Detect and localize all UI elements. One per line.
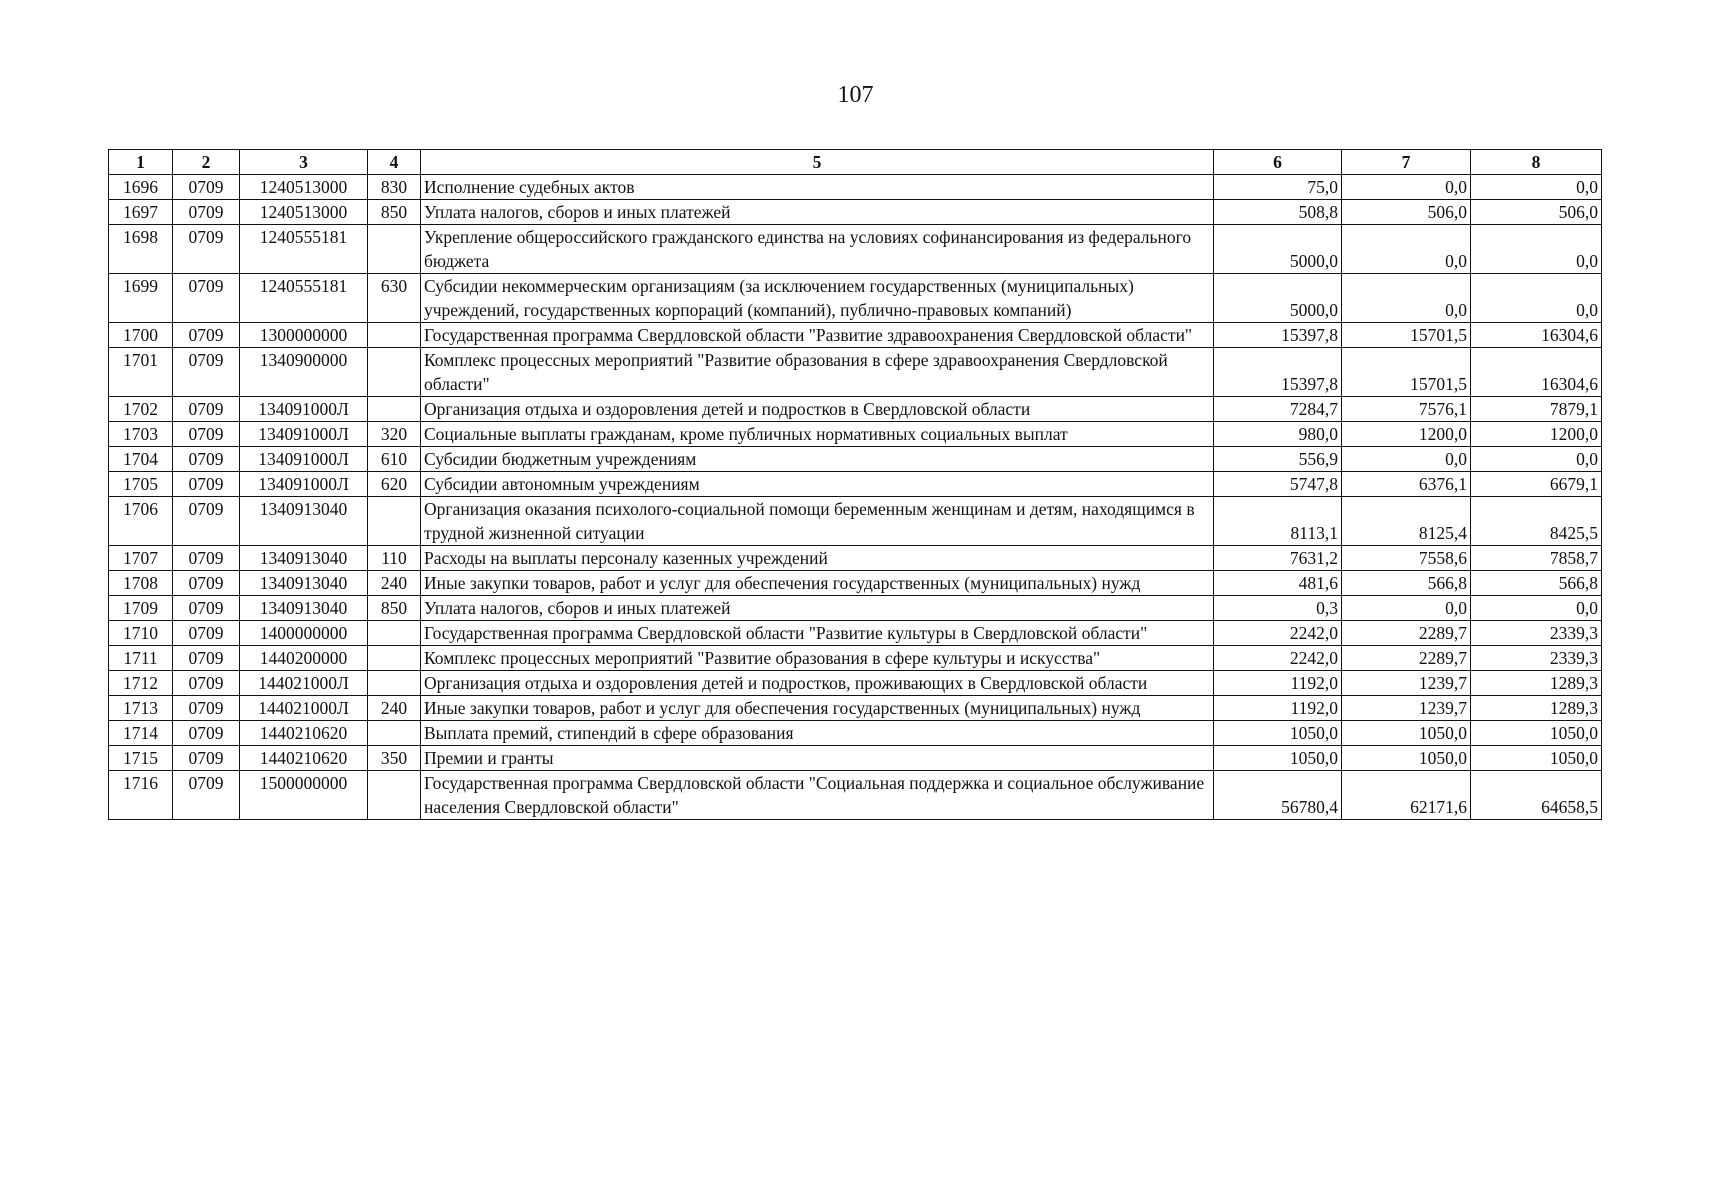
target-article-code: 1400000000 [240, 621, 368, 646]
item-name: Укрепление общероссийского гражданского единства на условиях софинансирования из федерального бюджета [421, 225, 1214, 274]
amount-col-8: 506,0 [1471, 200, 1602, 225]
amount-col-8: 0,0 [1471, 225, 1602, 274]
section-code: 0709 [173, 397, 240, 422]
amount-col-6: 1050,0 [1214, 746, 1342, 771]
target-article-code: 134091000Л [240, 397, 368, 422]
row-number: 1714 [109, 721, 173, 746]
item-name: Премии и гранты [421, 746, 1214, 771]
amount-col-6: 2242,0 [1214, 646, 1342, 671]
expense-type-code [368, 621, 421, 646]
row-number: 1708 [109, 571, 173, 596]
amount-col-6: 5000,0 [1214, 274, 1342, 323]
target-article-code: 1440200000 [240, 646, 368, 671]
table-row [109, 571, 1602, 596]
section-code: 0709 [173, 447, 240, 472]
row-number: 1716 [109, 771, 173, 820]
header-col-7: 7 [1342, 150, 1471, 175]
table-row [109, 397, 1602, 422]
amount-col-6: 56780,4 [1214, 771, 1342, 820]
table-row [109, 225, 1602, 274]
amount-col-7: 1239,7 [1342, 696, 1471, 721]
amount-col-7: 8125,4 [1342, 497, 1471, 546]
target-article-code: 1440210620 [240, 721, 368, 746]
target-article-code: 144021000Л [240, 671, 368, 696]
item-name: Социальные выплаты гражданам, кроме публичных нормативных социальных выплат [421, 422, 1214, 447]
section-code: 0709 [173, 646, 240, 671]
expense-type-code: 830 [368, 175, 421, 200]
amount-col-7: 2289,7 [1342, 646, 1471, 671]
row-number: 1712 [109, 671, 173, 696]
expense-type-code [368, 397, 421, 422]
table-header-row [109, 150, 1602, 175]
expense-type-code [368, 497, 421, 546]
budget-table [108, 149, 1602, 820]
table-row [109, 671, 1602, 696]
section-code: 0709 [173, 546, 240, 571]
expense-type-code: 850 [368, 596, 421, 621]
row-number: 1710 [109, 621, 173, 646]
table-row [109, 771, 1602, 820]
row-number: 1704 [109, 447, 173, 472]
row-number: 1703 [109, 422, 173, 447]
amount-col-7: 506,0 [1342, 200, 1471, 225]
amount-col-8: 0,0 [1471, 596, 1602, 621]
amount-col-6: 75,0 [1214, 175, 1342, 200]
section-code: 0709 [173, 348, 240, 397]
amount-col-8: 16304,6 [1471, 348, 1602, 397]
item-name: Расходы на выплаты персоналу казенных учреждений [421, 546, 1214, 571]
target-article-code: 1240513000 [240, 200, 368, 225]
amount-col-6: 508,8 [1214, 200, 1342, 225]
row-number: 1711 [109, 646, 173, 671]
table-row [109, 746, 1602, 771]
table-row [109, 472, 1602, 497]
amount-col-8: 2339,3 [1471, 646, 1602, 671]
amount-col-8: 0,0 [1471, 175, 1602, 200]
target-article-code: 1300000000 [240, 323, 368, 348]
row-number: 1707 [109, 546, 173, 571]
expense-type-code [368, 646, 421, 671]
table-row [109, 274, 1602, 323]
row-number: 1699 [109, 274, 173, 323]
amount-col-6: 15397,8 [1214, 348, 1342, 397]
section-code: 0709 [173, 696, 240, 721]
amount-col-8: 0,0 [1471, 274, 1602, 323]
item-name: Иные закупки товаров, работ и услуг для обеспечения государственных (муниципальных) нужд [421, 696, 1214, 721]
amount-col-8: 1200,0 [1471, 422, 1602, 447]
amount-col-6: 1192,0 [1214, 696, 1342, 721]
section-code: 0709 [173, 225, 240, 274]
expense-type-code [368, 348, 421, 397]
expense-type-code: 320 [368, 422, 421, 447]
amount-col-7: 15701,5 [1342, 323, 1471, 348]
table-row [109, 721, 1602, 746]
amount-col-8: 1289,3 [1471, 696, 1602, 721]
section-code: 0709 [173, 200, 240, 225]
target-article-code: 1340913040 [240, 571, 368, 596]
amount-col-7: 2289,7 [1342, 621, 1471, 646]
item-name: Государственная программа Свердловской области "Развитие здравоохранения Свердловской области" [421, 323, 1214, 348]
section-code: 0709 [173, 746, 240, 771]
amount-col-7: 1050,0 [1342, 721, 1471, 746]
section-code: 0709 [173, 472, 240, 497]
amount-col-6: 5747,8 [1214, 472, 1342, 497]
target-article-code: 1240555181 [240, 225, 368, 274]
amount-col-6: 15397,8 [1214, 323, 1342, 348]
amount-col-6: 7631,2 [1214, 546, 1342, 571]
row-number: 1700 [109, 323, 173, 348]
expense-type-code [368, 721, 421, 746]
row-number: 1715 [109, 746, 173, 771]
item-name: Уплата налогов, сборов и иных платежей [421, 200, 1214, 225]
amount-col-8: 2339,3 [1471, 621, 1602, 646]
table-row [109, 323, 1602, 348]
row-number: 1697 [109, 200, 173, 225]
header-col-8: 8 [1471, 150, 1602, 175]
amount-col-8: 1289,3 [1471, 671, 1602, 696]
item-name: Комплекс процессных мероприятий "Развитие образования в сфере здравоохранения Свердловской области" [421, 348, 1214, 397]
target-article-code: 1240513000 [240, 175, 368, 200]
section-code: 0709 [173, 422, 240, 447]
item-name: Субсидии автономным учреждениям [421, 472, 1214, 497]
row-number: 1701 [109, 348, 173, 397]
target-article-code: 1240555181 [240, 274, 368, 323]
amount-col-6: 980,0 [1214, 422, 1342, 447]
header-col-2: 2 [173, 150, 240, 175]
target-article-code: 134091000Л [240, 447, 368, 472]
section-code: 0709 [173, 671, 240, 696]
amount-col-6: 1192,0 [1214, 671, 1342, 696]
table-row [109, 696, 1602, 721]
amount-col-8: 1050,0 [1471, 721, 1602, 746]
target-article-code: 144021000Л [240, 696, 368, 721]
item-name: Субсидии бюджетным учреждениям [421, 447, 1214, 472]
table-row [109, 621, 1602, 646]
amount-col-7: 7558,6 [1342, 546, 1471, 571]
expense-type-code [368, 771, 421, 820]
table-row [109, 348, 1602, 397]
table-body [109, 175, 1602, 820]
amount-col-8: 6679,1 [1471, 472, 1602, 497]
amount-col-6: 2242,0 [1214, 621, 1342, 646]
header-col-5: 5 [421, 150, 1214, 175]
row-number: 1706 [109, 497, 173, 546]
table-row [109, 200, 1602, 225]
section-code: 0709 [173, 323, 240, 348]
table-row [109, 447, 1602, 472]
header-col-3: 3 [240, 150, 368, 175]
target-article-code: 134091000Л [240, 472, 368, 497]
section-code: 0709 [173, 497, 240, 546]
header-col-6: 6 [1214, 150, 1342, 175]
section-code: 0709 [173, 721, 240, 746]
row-number: 1713 [109, 696, 173, 721]
expense-type-code [368, 225, 421, 274]
section-code: 0709 [173, 175, 240, 200]
amount-col-8: 8425,5 [1471, 497, 1602, 546]
amount-col-6: 8113,1 [1214, 497, 1342, 546]
item-name: Государственная программа Свердловской области "Развитие культуры в Свердловской области" [421, 621, 1214, 646]
expense-type-code: 240 [368, 696, 421, 721]
amount-col-6: 1050,0 [1214, 721, 1342, 746]
amount-col-8: 566,8 [1471, 571, 1602, 596]
item-name: Государственная программа Свердловской области "Социальная поддержка и социальное обслуживание населения Свердловской области" [421, 771, 1214, 820]
amount-col-8: 64658,5 [1471, 771, 1602, 820]
amount-col-7: 0,0 [1342, 596, 1471, 621]
amount-col-6: 556,9 [1214, 447, 1342, 472]
table-row [109, 175, 1602, 200]
amount-col-7: 0,0 [1342, 447, 1471, 472]
target-article-code: 134091000Л [240, 422, 368, 447]
target-article-code: 1340913040 [240, 497, 368, 546]
item-name: Выплата премий, стипендий в сфере образования [421, 721, 1214, 746]
amount-col-7: 62171,6 [1342, 771, 1471, 820]
amount-col-7: 0,0 [1342, 225, 1471, 274]
target-article-code: 1440210620 [240, 746, 368, 771]
amount-col-7: 6376,1 [1342, 472, 1471, 497]
target-article-code: 1500000000 [240, 771, 368, 820]
amount-col-6: 0,3 [1214, 596, 1342, 621]
amount-col-8: 0,0 [1471, 447, 1602, 472]
target-article-code: 1340900000 [240, 348, 368, 397]
table-row [109, 422, 1602, 447]
amount-col-7: 7576,1 [1342, 397, 1471, 422]
item-name: Иные закупки товаров, работ и услуг для обеспечения государственных (муниципальных) нужд [421, 571, 1214, 596]
row-number: 1702 [109, 397, 173, 422]
item-name: Организация отдыха и оздоровления детей и подростков, проживающих в Свердловской области [421, 671, 1214, 696]
header-col-1: 1 [109, 150, 173, 175]
item-name: Уплата налогов, сборов и иных платежей [421, 596, 1214, 621]
item-name: Субсидии некоммерческим организациям (за исключением государственных (муниципальных) учреждений, государственных корпораций (компаний), публично-правовых компаний) [421, 274, 1214, 323]
amount-col-8: 7858,7 [1471, 546, 1602, 571]
amount-col-7: 15701,5 [1342, 348, 1471, 397]
header-col-4: 4 [368, 150, 421, 175]
amount-col-7: 1050,0 [1342, 746, 1471, 771]
row-number: 1696 [109, 175, 173, 200]
section-code: 0709 [173, 571, 240, 596]
table-row [109, 546, 1602, 571]
item-name: Организация отдыха и оздоровления детей и подростков в Свердловской области [421, 397, 1214, 422]
section-code: 0709 [173, 771, 240, 820]
amount-col-8: 1050,0 [1471, 746, 1602, 771]
amount-col-8: 16304,6 [1471, 323, 1602, 348]
section-code: 0709 [173, 596, 240, 621]
page-number: 107 [837, 82, 874, 108]
table-row [109, 596, 1602, 621]
amount-col-6: 481,6 [1214, 571, 1342, 596]
expense-type-code: 850 [368, 200, 421, 225]
row-number: 1705 [109, 472, 173, 497]
expense-type-code [368, 323, 421, 348]
amount-col-6: 7284,7 [1214, 397, 1342, 422]
amount-col-7: 566,8 [1342, 571, 1471, 596]
target-article-code: 1340913040 [240, 546, 368, 571]
section-code: 0709 [173, 621, 240, 646]
row-number: 1698 [109, 225, 173, 274]
expense-type-code: 350 [368, 746, 421, 771]
table-row [109, 497, 1602, 546]
amount-col-7: 1239,7 [1342, 671, 1471, 696]
expense-type-code: 240 [368, 571, 421, 596]
amount-col-8: 7879,1 [1471, 397, 1602, 422]
amount-col-7: 1200,0 [1342, 422, 1471, 447]
expense-type-code: 610 [368, 447, 421, 472]
amount-col-7: 0,0 [1342, 274, 1471, 323]
expense-type-code: 630 [368, 274, 421, 323]
item-name: Организация оказания психолого-социальной помощи беременным женщинам и детям, находящимся в трудной жизненной ситуации [421, 497, 1214, 546]
item-name: Комплекс процессных мероприятий "Развитие образования в сфере культуры и искусства" [421, 646, 1214, 671]
amount-col-7: 0,0 [1342, 175, 1471, 200]
expense-type-code: 620 [368, 472, 421, 497]
table-row [109, 646, 1602, 671]
section-code: 0709 [173, 274, 240, 323]
row-number: 1709 [109, 596, 173, 621]
item-name: Исполнение судебных актов [421, 175, 1214, 200]
expense-type-code [368, 671, 421, 696]
amount-col-6: 5000,0 [1214, 225, 1342, 274]
expense-type-code: 110 [368, 546, 421, 571]
target-article-code: 1340913040 [240, 596, 368, 621]
